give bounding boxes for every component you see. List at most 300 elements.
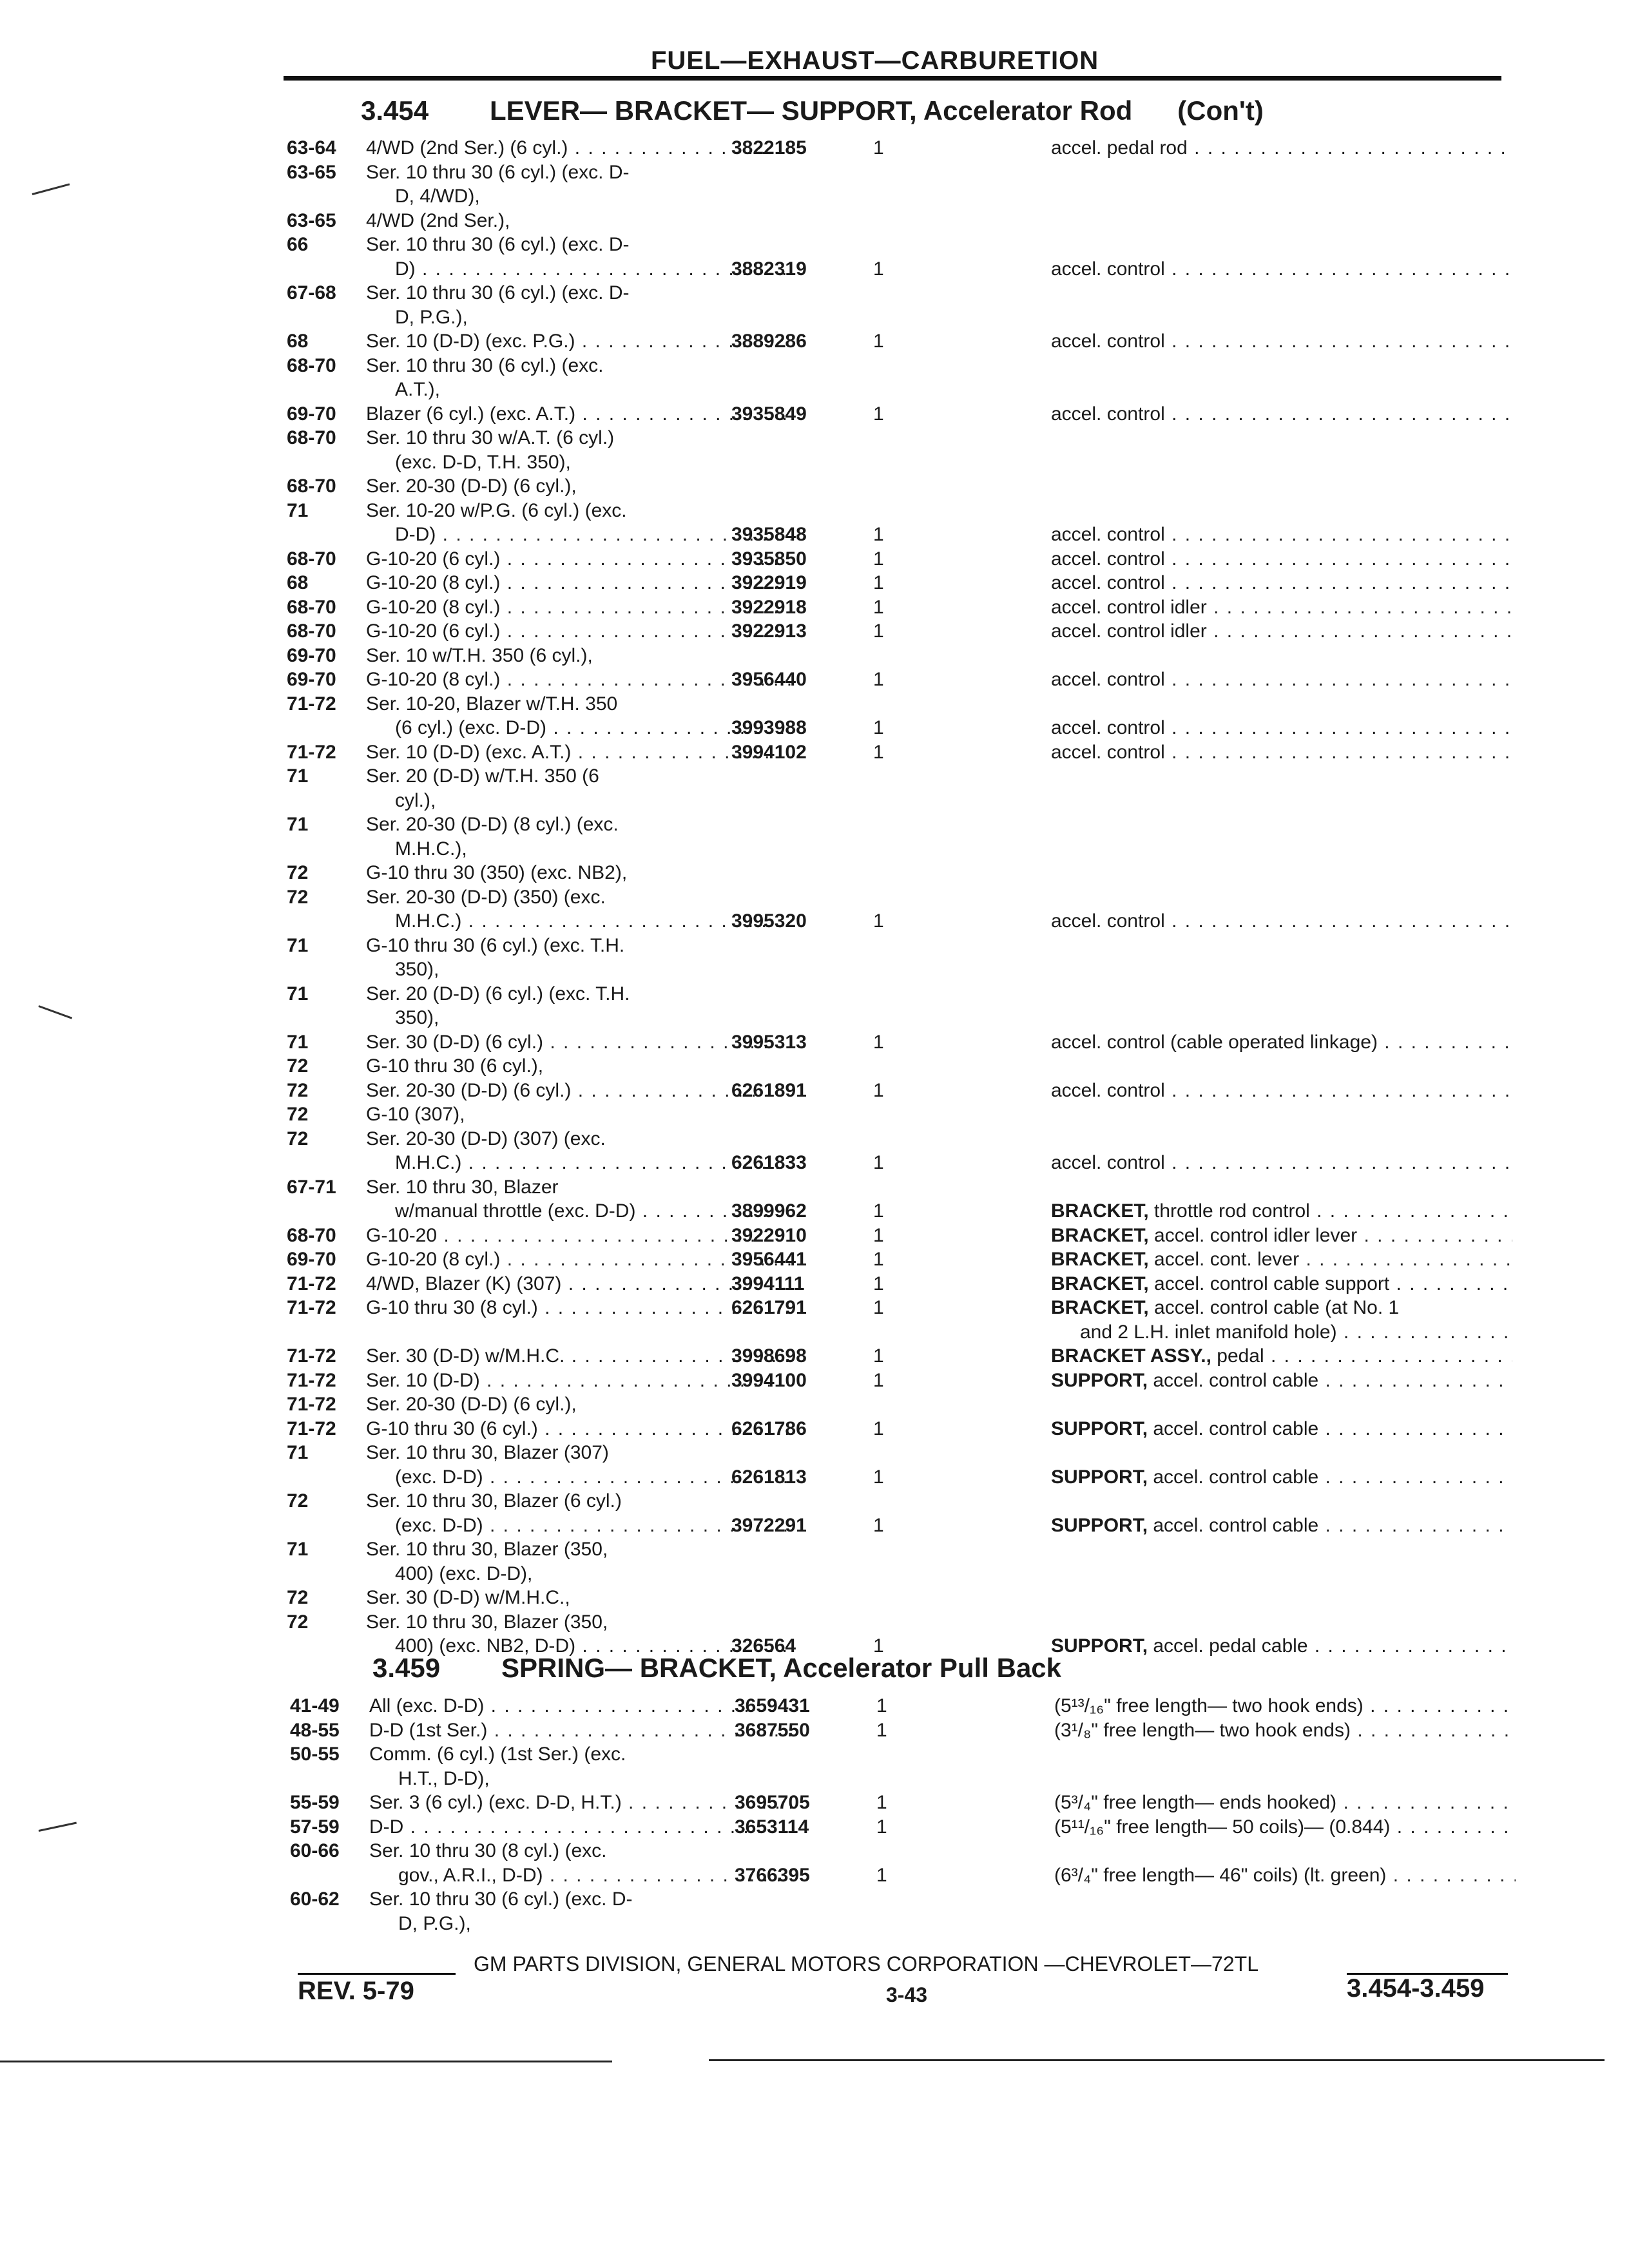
application: Blazer (6 cyl.) (exc. A.T.) . . .: [366, 403, 791, 426]
parts-row: [287, 1273, 1524, 1296]
part-number: 3935848: [731, 524, 807, 545]
application: Ser. 20-30 (D-D) (6 cyl.) . . .: [366, 1079, 791, 1102]
part-number: 3956440: [731, 669, 807, 690]
model-year: 63-64: [287, 137, 336, 159]
part-number: 3998698: [731, 1345, 807, 1367]
quantity: 1: [873, 596, 884, 618]
application: Ser. 20 (D-D) w/T.H. 350 (6: [366, 765, 599, 787]
model-year: 72: [287, 1587, 309, 1608]
model-year: 71: [287, 983, 309, 1004]
model-year: 55-59: [290, 1792, 340, 1813]
quantity: 1: [873, 1466, 884, 1488]
description: BRACKET, accel. cont. lever . . .: [1051, 1248, 1512, 1271]
description: accel. control . . .: [1051, 403, 1512, 426]
parts-row: [287, 838, 1524, 861]
application: 400) (exc. NB2, D-D) . . .: [366, 1635, 791, 1658]
parts-row: [287, 330, 1524, 353]
application: cyl.),: [366, 789, 436, 811]
model-year: 71-72: [287, 693, 336, 715]
parts-row: [287, 427, 1524, 450]
quantity: 1: [873, 572, 884, 593]
parts-row: [290, 1719, 1527, 1742]
description: accel. control . . .: [1051, 910, 1512, 933]
application: Ser. 3 (6 cyl.) (exc. D-D, H.T.) . . .: [369, 1791, 795, 1814]
model-year: 68-70: [287, 620, 336, 642]
part-number: 3995313: [731, 1031, 807, 1053]
part-number: 3956441: [731, 1249, 807, 1270]
quantity: 1: [873, 1273, 884, 1294]
parts-row: [287, 1369, 1524, 1392]
model-year: 72: [287, 1104, 309, 1125]
footer-rule-left: [298, 1973, 456, 1975]
description: BRACKET, throttle rod control . . .: [1051, 1200, 1512, 1223]
parts-row: [290, 1912, 1527, 1936]
application: M.H.C.),: [366, 838, 467, 860]
application: G-10-20 (8 cyl.) . . .: [366, 668, 791, 691]
parts-row: [287, 306, 1524, 329]
description: BRACKET, accel. control idler lever . . .: [1051, 1224, 1512, 1247]
description-part-name: SUPPORT,: [1051, 1418, 1148, 1439]
parts-row: [287, 668, 1524, 691]
model-year: 71-72: [287, 1418, 336, 1439]
application: Ser. 10 w/T.H. 350 (6 cyl.),: [366, 644, 593, 666]
part-number: 6261791: [731, 1297, 807, 1318]
description-part-name: SUPPORT,: [1051, 1369, 1148, 1391]
parts-row: [290, 1840, 1527, 1863]
quantity: 1: [873, 1418, 884, 1439]
application: Ser. 10 (D-D) (exc. A.T.) . . .: [366, 741, 791, 764]
part-number: 3994111: [731, 1273, 805, 1294]
application: Ser. 10 thru 30 (6 cyl.) (exc. D-: [366, 234, 630, 255]
parts-row: [290, 1695, 1527, 1718]
quantity: 1: [873, 717, 884, 738]
section-title: LEVER— BRACKET— SUPPORT, Accelerator Rod: [490, 95, 1133, 126]
quantity: 1: [873, 1345, 884, 1367]
application: Ser. 20-30 (D-D) (307) (exc.: [366, 1128, 606, 1149]
margin-mark: [32, 184, 70, 195]
application: 4/WD, Blazer (K) (307) . . .: [366, 1273, 791, 1296]
parts-row: [287, 886, 1524, 909]
model-year: 71-72: [287, 741, 336, 763]
model-year: 48-55: [290, 1719, 340, 1741]
model-year: 50-55: [290, 1744, 340, 1765]
parts-row: [287, 1006, 1524, 1030]
application: Ser. 10 (D-D) . . .: [366, 1369, 791, 1392]
quantity: 1: [873, 620, 884, 642]
part-number: 3922918: [731, 596, 807, 618]
parts-row: [287, 209, 1524, 233]
model-year: 71: [287, 1442, 309, 1463]
description: (6³/₄" free length— 46" coils) (lt. green) . . .: [1054, 1864, 1516, 1887]
description: (3¹/₈" free length— two hook ends) . . .: [1054, 1719, 1516, 1742]
parts-row: [287, 137, 1524, 160]
application: Ser. 10 thru 30, Blazer (350,: [366, 1539, 608, 1560]
application: (6 cyl.) (exc. D-D) . . .: [366, 716, 791, 740]
description: (5³/₄" free length— ends hooked) . . .: [1054, 1791, 1516, 1814]
parts-row: [287, 620, 1524, 643]
model-year: 68: [287, 572, 309, 593]
description: SUPPORT, accel. control cable . . .: [1051, 1466, 1512, 1489]
parts-row: [287, 1103, 1524, 1126]
application: A.T.),: [366, 379, 441, 400]
application: G-10-20 (8 cyl.) . . .: [366, 1248, 791, 1271]
model-year: 72: [287, 1079, 309, 1101]
parts-row: [287, 1055, 1524, 1078]
application: G-10 thru 30 (6 cyl.) (exc. T.H.: [366, 934, 625, 956]
quantity: 1: [873, 1635, 884, 1657]
description: accel. control idler . . .: [1051, 596, 1512, 619]
quantity: 1: [873, 1249, 884, 1270]
parts-row: [287, 644, 1524, 668]
parts-row: [287, 789, 1524, 812]
part-number: 3766395: [735, 1864, 810, 1886]
application: Ser. 10 thru 30, Blazer: [366, 1176, 559, 1198]
application: 4/WD (2nd Ser.),: [366, 209, 510, 231]
description: and 2 L.H. inlet manifold hole) . . .: [1051, 1321, 1512, 1344]
description: SUPPORT, accel. control cable . . .: [1051, 1369, 1512, 1392]
header-rule: [284, 76, 1501, 81]
description: accel. control (cable operated linkage) . . .: [1051, 1031, 1512, 1054]
page-number: 3-43: [886, 1983, 928, 2006]
application: gov., A.R.I., D-D) . . .: [369, 1864, 795, 1887]
part-number: 6261813: [731, 1466, 807, 1488]
part-number: 6261891: [731, 1079, 807, 1101]
part-number: 6261833: [731, 1152, 807, 1173]
application: Ser. 10 thru 30 (6 cyl.) (exc. D-: [369, 1888, 633, 1910]
quantity: 1: [876, 1695, 887, 1716]
parts-row: [287, 499, 1524, 523]
parts-row: [287, 1586, 1524, 1610]
application: G-10-20 (8 cyl.) . . .: [366, 572, 791, 595]
parts-row: [290, 1816, 1527, 1839]
application: (exc. D-D, T.H. 350),: [366, 451, 571, 473]
parts-row: [287, 1393, 1524, 1416]
description: BRACKET, accel. control cable support . . .: [1051, 1273, 1512, 1296]
part-number: 3935850: [731, 548, 807, 570]
description: SUPPORT, accel. control cable . . .: [1051, 1514, 1512, 1537]
application: Ser. 10 thru 30 (6 cyl.) (exc. D-: [366, 161, 630, 183]
parts-row: [287, 1151, 1524, 1175]
description: BRACKET ASSY., pedal . . .: [1051, 1345, 1512, 1368]
margin-mark: [39, 1822, 77, 1832]
model-year: 69-70: [287, 669, 336, 690]
parts-row: [287, 983, 1524, 1006]
parts-row: [287, 1321, 1524, 1344]
application: Ser. 10 thru 30 (6 cyl.) (exc. D-: [366, 282, 630, 303]
model-year: 68-70: [287, 354, 336, 376]
quantity: 1: [873, 741, 884, 763]
application: Ser. 20-30 (D-D) (6 cyl.),: [366, 1394, 577, 1415]
application: D, 4/WD),: [366, 186, 480, 207]
quantity: 1: [873, 548, 884, 570]
parts-row: [287, 813, 1524, 836]
application: w/manual throttle (exc. D-D) . . .: [366, 1200, 791, 1223]
description: SUPPORT, accel. control cable . . .: [1051, 1418, 1512, 1441]
model-year: 67-68: [287, 282, 336, 303]
application: Ser. 20-30 (D-D) (350) (exc.: [366, 886, 606, 908]
section-continued: (Con't): [1177, 95, 1264, 126]
description-part-name: BRACKET,: [1051, 1297, 1149, 1318]
parts-row: [287, 1611, 1524, 1634]
parts-row: [287, 596, 1524, 619]
application: G-10-20 (6 cyl.) . . .: [366, 620, 791, 643]
model-year: 72: [287, 1611, 309, 1633]
parts-row: [287, 1345, 1524, 1368]
part-number: 6261786: [731, 1418, 807, 1439]
part-number: 3889286: [731, 331, 807, 352]
quantity: 1: [873, 669, 884, 690]
page-title: FUEL—EXHAUST—CARBURETION: [651, 46, 1099, 75]
description: accel. control . . .: [1051, 330, 1512, 353]
parts-row: [287, 1562, 1524, 1586]
part-number: 3653114: [735, 1816, 809, 1838]
description: accel. control . . .: [1051, 258, 1512, 281]
description: accel. control . . .: [1051, 716, 1512, 740]
application: Ser. 30 (D-D) w/M.H.C. . . .: [366, 1345, 791, 1368]
parts-row: [287, 765, 1524, 788]
application: Ser. 20-30 (D-D) (6 cyl.),: [366, 476, 577, 497]
model-year: 69-70: [287, 1249, 336, 1270]
parts-row: [287, 1128, 1524, 1151]
quantity: 1: [873, 910, 884, 932]
part-number: 326564: [731, 1635, 796, 1657]
description: accel. control . . .: [1051, 1151, 1512, 1175]
application: Comm. (6 cyl.) (1st Ser.) (exc.: [369, 1744, 626, 1765]
part-number: 3922913: [731, 620, 807, 642]
parts-row: [287, 1490, 1524, 1513]
application: (exc. D-D) . . .: [366, 1466, 791, 1489]
parts-row: [287, 572, 1524, 595]
model-year: 66: [287, 234, 309, 255]
description: accel. control . . .: [1051, 1079, 1512, 1102]
part-number: 3922910: [731, 1224, 807, 1246]
parts-row: [287, 475, 1524, 498]
parts-row: [287, 258, 1524, 281]
section-number: 3.454: [361, 95, 429, 126]
part-number: 3995320: [731, 910, 807, 932]
description: accel. control idler . . .: [1051, 620, 1512, 643]
revision-label: REV. 5-79: [298, 1977, 414, 2005]
part-number: 3899962: [731, 1200, 807, 1222]
parts-row: [287, 1031, 1524, 1054]
parts-row: [287, 185, 1524, 208]
description-part-name: BRACKET ASSY.,: [1051, 1345, 1211, 1367]
application: H.T., D-D),: [369, 1767, 490, 1789]
model-year: 71: [287, 1031, 309, 1053]
application: 4/WD (2nd Ser.) (6 cyl.) . . .: [366, 137, 791, 160]
application: D) . . .: [366, 258, 791, 281]
part-number: 3822185: [731, 137, 807, 159]
description: accel. control . . .: [1051, 523, 1512, 546]
model-year: 72: [287, 1128, 309, 1149]
quantity: 1: [873, 331, 884, 352]
parts-row: [287, 282, 1524, 305]
parts-row: [287, 403, 1524, 426]
parts-row: [287, 1538, 1524, 1561]
application: M.H.C.) . . .: [366, 1151, 791, 1175]
application: D-D (1st Ser.) . . .: [369, 1719, 795, 1742]
model-year: 69-70: [287, 644, 336, 666]
model-year: 71: [287, 499, 309, 521]
parts-row: [287, 161, 1524, 184]
parts-row: [287, 451, 1524, 474]
model-year: 68-70: [287, 1224, 336, 1246]
model-year: 63-65: [287, 161, 336, 183]
parts-row: [287, 1248, 1524, 1271]
model-year: 68-70: [287, 476, 336, 497]
parts-row: [287, 958, 1524, 981]
application: All (exc. D-D) . . .: [369, 1695, 795, 1718]
quantity: 1: [876, 1816, 887, 1838]
section-title: SPRING— BRACKET, Accelerator Pull Back: [501, 1653, 1062, 1683]
description-part-name: SUPPORT,: [1051, 1635, 1148, 1657]
parts-row: [287, 1224, 1524, 1247]
part-number: 3687550: [735, 1719, 810, 1741]
model-year: 41-49: [290, 1695, 340, 1716]
model-year: 60-66: [290, 1840, 340, 1861]
model-year: 72: [287, 862, 309, 883]
application: D, P.G.),: [366, 306, 468, 328]
model-year: 57-59: [290, 1816, 340, 1838]
application: Ser. 10 thru 30, Blazer (6 cyl.): [366, 1490, 622, 1512]
parts-row: [287, 1514, 1524, 1537]
description: BRACKET, accel. control cable (at No. 1: [1051, 1297, 1400, 1318]
quantity: 1: [873, 1224, 884, 1246]
quantity: 1: [873, 1200, 884, 1222]
parts-row: [290, 1864, 1527, 1887]
description: accel. control . . .: [1051, 668, 1512, 691]
model-year: 72: [287, 1490, 309, 1512]
part-number: 3922919: [731, 572, 807, 593]
page-bottom-rule: [0, 2061, 612, 2062]
parts-row: [290, 1888, 1527, 1911]
quantity: 1: [873, 1031, 884, 1053]
model-year: 67-71: [287, 1176, 336, 1198]
parts-row: [287, 548, 1524, 571]
part-number: 3882319: [731, 258, 807, 280]
application: M.H.C.) . . .: [366, 910, 791, 933]
description: SUPPORT, accel. pedal cable . . .: [1051, 1635, 1512, 1658]
application: Ser. 30 (D-D) w/M.H.C.,: [366, 1587, 570, 1608]
model-year: 72: [287, 886, 309, 908]
parts-row: [287, 934, 1524, 957]
application: 350),: [366, 959, 439, 980]
quantity: 1: [876, 1864, 887, 1886]
application: G-10-20 (6 cyl.) . . .: [366, 548, 791, 571]
application: Ser. 10 thru 30, Blazer (307): [366, 1442, 609, 1463]
application: G-10-20 (8 cyl.) . . .: [366, 596, 791, 619]
part-number: 3993988: [731, 717, 807, 738]
section-number: 3.459: [372, 1653, 441, 1683]
model-year: 71-72: [287, 1345, 336, 1367]
parts-row: [287, 378, 1524, 401]
application: Ser. 20 (D-D) (6 cyl.) (exc. T.H.: [366, 983, 630, 1004]
model-year: 72: [287, 1055, 309, 1077]
part-number: 3695705: [735, 1792, 810, 1813]
page-bottom-rule-right: [709, 2059, 1605, 2061]
application: Ser. 10 thru 30 w/A.T. (6 cyl.): [366, 427, 615, 448]
application: G-10-20 . . .: [366, 1224, 791, 1247]
description-part-name: SUPPORT,: [1051, 1466, 1148, 1488]
model-year: 69-70: [287, 403, 336, 425]
part-number: 3659431: [735, 1695, 810, 1716]
quantity: 1: [873, 1297, 884, 1318]
application: Ser. 10-20 w/P.G. (6 cyl.) (exc.: [366, 499, 627, 521]
application: Ser. 20-30 (D-D) (8 cyl.) (exc.: [366, 814, 619, 835]
parts-row: [287, 1079, 1524, 1102]
application: G-10 thru 30 (350) (exc. NB2),: [366, 862, 628, 883]
parts-row: [290, 1743, 1527, 1766]
quantity: 1: [873, 258, 884, 280]
description: accel. pedal rod . . .: [1051, 137, 1512, 160]
application: Ser. 10-20, Blazer w/T.H. 350: [366, 693, 618, 715]
model-year: 68: [287, 331, 309, 352]
model-year: 63-65: [287, 209, 336, 231]
parts-row: [287, 1200, 1524, 1223]
parts-row: [287, 1441, 1524, 1465]
quantity: 1: [873, 403, 884, 425]
description: (5¹¹/₁₆" free length— 50 coils)— (0.844) . . .: [1054, 1816, 1516, 1839]
description-part-name: BRACKET,: [1051, 1249, 1149, 1270]
description-part-name: BRACKET,: [1051, 1273, 1149, 1294]
application: G-10 thru 30 (6 cyl.),: [366, 1055, 544, 1077]
application: D-D . . .: [369, 1816, 795, 1839]
part-number: 3994102: [731, 741, 807, 763]
model-year: 68-70: [287, 427, 336, 448]
parts-row: [287, 523, 1524, 546]
parts-row: [287, 1418, 1524, 1441]
parts-row: [287, 716, 1524, 740]
part-number: 3972291: [731, 1514, 807, 1536]
margin-mark: [38, 1005, 72, 1019]
parts-row: [287, 1466, 1524, 1489]
part-number: 3994100: [731, 1369, 807, 1391]
quantity: 1: [873, 137, 884, 159]
section-range: 3.454-3.459: [1347, 1974, 1485, 2003]
quantity: 1: [873, 1152, 884, 1173]
model-year: 71: [287, 934, 309, 956]
parts-row: [287, 1296, 1524, 1320]
section-heading: [361, 95, 1264, 126]
model-year: 60-62: [290, 1888, 340, 1910]
model-year: 71: [287, 1539, 309, 1560]
description: (5¹³/₁₆" free length— two hook ends) . . .: [1054, 1695, 1516, 1718]
application: Ser. 10 (D-D) (exc. P.G.) . . .: [366, 330, 791, 353]
section-heading: [372, 1653, 1061, 1684]
description: accel. control . . .: [1051, 572, 1512, 595]
application: G-10 thru 30 (8 cyl.) . . .: [366, 1296, 791, 1320]
description-part-name: SUPPORT,: [1051, 1514, 1148, 1536]
model-year: 71: [287, 814, 309, 835]
description: accel. control . . .: [1051, 548, 1512, 571]
description-part-name: BRACKET,: [1051, 1200, 1149, 1222]
parts-row: [287, 741, 1524, 764]
description-part-name: BRACKET,: [1051, 1224, 1149, 1246]
parts-row: [287, 861, 1524, 885]
application: D-D) . . .: [366, 523, 791, 546]
application: D, P.G.),: [369, 1912, 471, 1934]
model-year: 71: [287, 765, 309, 787]
application: 400) (exc. D-D),: [366, 1562, 533, 1584]
model-year: 68-70: [287, 548, 336, 570]
quantity: 1: [876, 1719, 887, 1741]
parts-row: [287, 693, 1524, 716]
application: G-10 (307),: [366, 1104, 465, 1125]
application: 350),: [366, 1007, 439, 1028]
parts-row: [287, 354, 1524, 378]
quantity: 1: [873, 1369, 884, 1391]
quantity: 1: [873, 524, 884, 545]
